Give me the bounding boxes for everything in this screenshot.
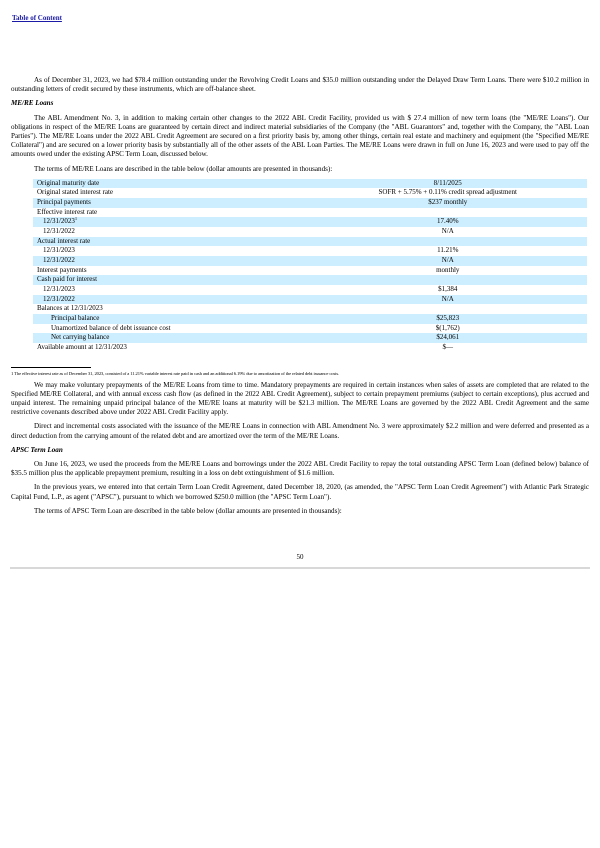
row-spacer (545, 256, 587, 266)
row-label (33, 285, 351, 295)
row-value: $1,384 (438, 285, 458, 294)
table-row (33, 256, 587, 266)
table-row (33, 266, 587, 276)
row-spacer (545, 246, 587, 256)
row-value: $(1,762) (435, 323, 460, 332)
row-label (33, 198, 351, 208)
row-value: 11.21% (437, 246, 459, 255)
row-value (351, 208, 545, 218)
row-label (33, 237, 351, 247)
row-label-text: Actual interest rate (37, 236, 91, 245)
table-row (33, 179, 587, 189)
row-label-text: Net carrying balance (51, 333, 110, 342)
table-row (33, 237, 587, 247)
row-label (33, 188, 351, 198)
row-spacer (545, 237, 587, 247)
footnote-marker: 1 (74, 216, 78, 222)
row-label (33, 179, 351, 189)
row-value: N/A (441, 227, 454, 236)
row-value: $— (442, 342, 453, 351)
section-heading-apsc-term-loan: APSC Term Loan (11, 445, 63, 454)
paragraph-apsc-table-intro: The terms of APSC Term Loan are described in the table below (dollar amounts are presented in thousands): (34, 506, 342, 515)
row-value: SOFR + 5.75% + 0.11% credit spread adjustment (378, 188, 517, 197)
row-value: 17.40% (351, 217, 545, 227)
row-spacer (545, 266, 587, 276)
row-value: monthly (436, 265, 460, 274)
row-value: $25,823 (351, 314, 545, 324)
row-value (351, 304, 545, 314)
row-label (33, 227, 351, 237)
row-label (33, 246, 351, 256)
row-label (33, 217, 351, 227)
table-row (33, 314, 587, 324)
table-row (33, 324, 587, 334)
paragraph-mere-loans-overview: The ABL Amendment No. 3, in addition to making certain other changes to the 2022 ABL Credit Facility, provided us with $ 27.4 million of new term loans (the "ME/RE Loans"). Our obligations in respect of the ME/RE Loans are guaranteed by certain direct and indirect material subsidiaries of the Company (the "ABL Guarantors" and, together with the Company, the "ABL Loan Parties"). The ME/RE Loans under the 2022 ABL Credit Agreement are secured on a first priority basis by, among other things, certain real estate and machinery and equipment (the "Specified ME/RE Collateral") and are secured on a lower priority basis by substantially all of the other assets of the ABL Loan Parties. The ME/RE Loans were drawn in full on June 16, 2023 and were used to pay off the amounts owed under the existing APSC Term Loan, discussed below. (11, 113, 589, 159)
row-label-text: Unamortized balance of debt issuance cost (51, 323, 171, 332)
row-spacer (545, 304, 587, 314)
row-value: N/A (351, 256, 545, 266)
row-value (351, 275, 545, 285)
row-spacer (545, 198, 587, 208)
row-label-text: 12/31/2023 (43, 217, 75, 226)
row-value: $237 monthly (351, 198, 545, 208)
row-spacer (545, 324, 587, 334)
row-value: $24,061 (351, 333, 545, 343)
row-spacer (545, 217, 587, 227)
table-row (33, 188, 587, 198)
row-value: 8/11/2025 (351, 179, 545, 189)
row-label-text: 12/31/2022 (43, 294, 75, 303)
row-label (33, 304, 351, 314)
row-label-text: 12/31/2022 (43, 256, 75, 265)
footnote-divider (11, 367, 91, 368)
row-label (33, 266, 351, 276)
row-spacer (545, 227, 587, 237)
paragraph-prepayments: We may make voluntary prepayments of the ME/RE Loans from time to time. Mandatory prepayments are required in certain instances when sales of assets are completed that are related to the Specified ME/RE Collateral, and with annual excess cash flow (as defined in the 2022 ABL Credit Agreement), subject to certain prepayment premiums (subject to certain exceptions), plus accrued and unpaid interest. The remaining unpaid principal balance of the ME/RE loans at maturity will be $21.3 million. The ME/RE Loans are governed by the 2022 ABL Credit Agreement and the same restrictive covenants described above under 2022 ABL Credit Facility apply. (11, 380, 589, 417)
row-spacer (545, 295, 587, 305)
page-content (11, 76, 589, 521)
row-label (33, 333, 351, 343)
row-label-text: Cash paid for interest (37, 275, 98, 284)
row-label (33, 314, 351, 324)
row-label-text: Available amount at 12/31/2023 (37, 342, 127, 351)
table-row (33, 295, 587, 305)
table-row (33, 217, 587, 227)
row-label (33, 256, 351, 266)
table-of-contents-link[interactable]: Table of Content (12, 14, 62, 22)
page-separator (10, 567, 590, 569)
table-row (33, 208, 587, 218)
table-row (33, 333, 587, 343)
row-label-text: 12/31/2023 (43, 285, 75, 294)
row-spacer (545, 208, 587, 218)
row-label (33, 208, 351, 218)
paragraph-apsc-repayment: On June 16, 2023, we used the proceeds from the ME/RE Loans and borrowings under the 2022 ABL Credit Facility to repay the total outstanding APSC Term Loan (defined below) balance of $35.5 million plus the applicable prepayment premium, resulting in a loss on debt extinguishment of $1.6 million. (11, 460, 589, 478)
row-label (33, 295, 351, 305)
row-label-text: Effective interest rate (37, 207, 98, 216)
paragraph-mere-table-intro: The terms of ME/RE Loans are described in the table below (dollar amounts are presented in thousands): (34, 164, 333, 173)
row-spacer (545, 314, 587, 324)
row-value: N/A (351, 295, 545, 305)
row-label-text: 12/31/2023 (43, 246, 75, 255)
row-label-text: 12/31/2022 (43, 227, 75, 236)
row-spacer (545, 285, 587, 295)
paragraph-issuance-costs: Direct and incremental costs associated with the issuance of the ME/RE Loans in connection with ABL Amendment No. 3 were approximately $2.2 million and were deferred and presented as a direct deduction from the carrying amount of the related debt and are amortized over the term of the ME/RE Loans. (11, 422, 589, 440)
row-label-text: Principal payments (37, 198, 91, 207)
table-row (33, 285, 587, 295)
row-spacer (545, 343, 587, 353)
row-value (351, 237, 545, 247)
table-row (33, 227, 587, 237)
footnote: 1 The effective interest rate as of December 31, 2023, consisted of a 11.21% variable interest rate paid in cash and an additional 6.19% due to amortization of the related debt issuance costs. (11, 370, 340, 376)
table-row (33, 275, 587, 285)
paragraph-credit-outstanding: As of December 31, 2023, we had $78.4 million outstanding under the Revolving Credit Loans and $35.0 million outstanding under the Delayed Draw Term Loans. There were $10.2 million in outstanding letters of credit secured by these instruments, which are off-balance sheet. (11, 76, 589, 94)
row-label-text: Original stated interest rate (37, 188, 113, 197)
mere-loans-terms-table (33, 179, 587, 353)
row-label (33, 275, 351, 285)
row-spacer (545, 275, 587, 285)
table-row (33, 304, 587, 314)
row-label-text: Interest payments (37, 265, 87, 274)
section-heading-mere-loans: ME/RE Loans (11, 99, 54, 108)
table-row (33, 343, 587, 353)
row-label (33, 343, 351, 353)
row-label-text: Balances at 12/31/2023 (37, 304, 103, 313)
row-label-text: Original maturity date (37, 178, 100, 187)
table-row (33, 246, 587, 256)
page-number: 50 (296, 553, 304, 561)
row-label-text: Principal balance (51, 314, 100, 323)
table-row (33, 198, 587, 208)
row-label (33, 324, 351, 334)
row-spacer (545, 333, 587, 343)
row-spacer (545, 188, 587, 198)
paragraph-apsc-agreement: In the previous years, we entered into that certain Term Loan Credit Agreement, dated December 18, 2020, (as amended, the "APSC Term Loan Credit Agreement") with Atlantic Park Strategic Capital Fund, L.P., as agent ("APSC"), pursuant to which we borrowed $250.0 million (the "APSC Term Loan"). (11, 483, 589, 501)
row-spacer (545, 179, 587, 189)
